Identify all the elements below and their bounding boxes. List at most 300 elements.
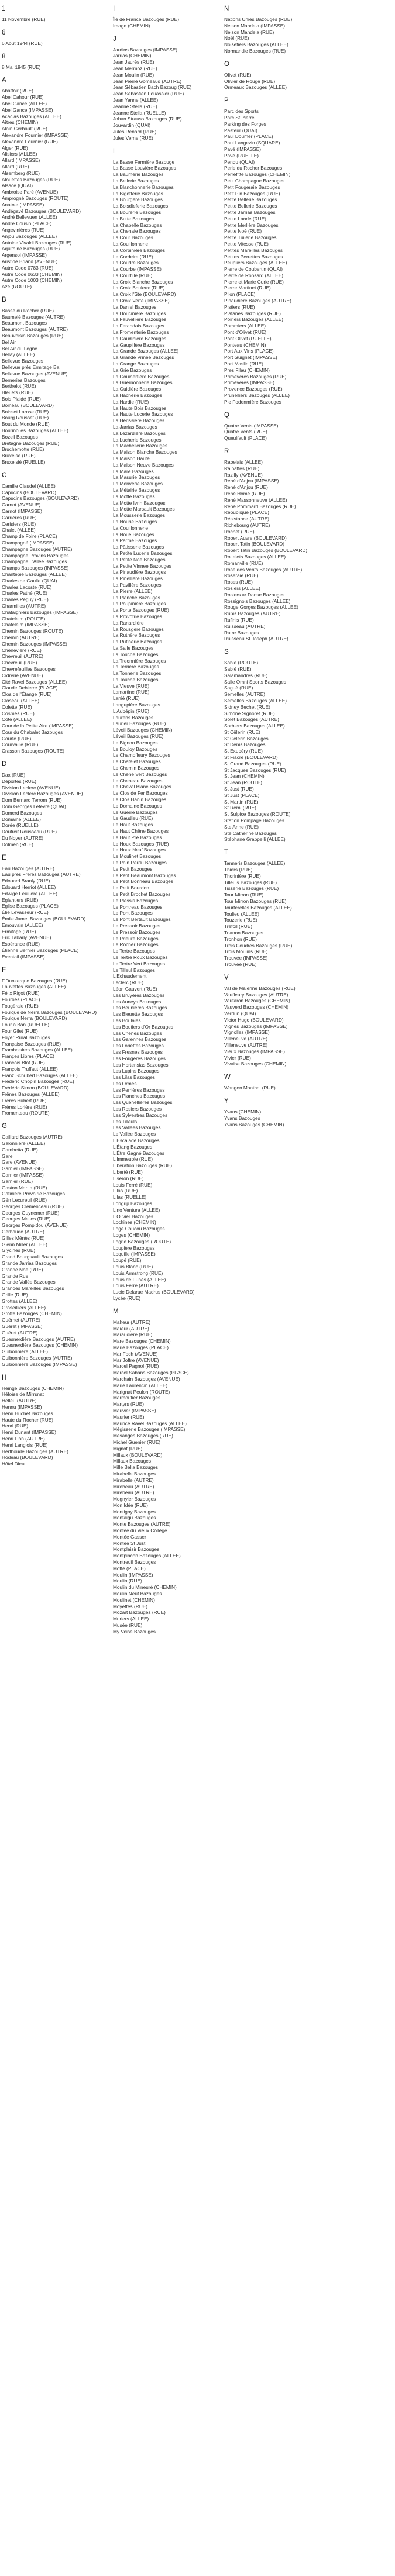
street-entry: St Sulpice Bazouges (ROUTE) <box>224 811 291 818</box>
street-entry: Ruisseau (AUTRE) <box>224 623 266 629</box>
street-entry: Glenn Miller (ALLEE) <box>2 1241 47 1247</box>
letter-section <box>2 1122 111 1367</box>
street-entry: Cosmes (RUE) <box>2 710 35 716</box>
street-entry: Bretagne Bazouges (RUE) <box>2 440 60 446</box>
street-entry: Garnier (IMPASSE) <box>2 1171 44 1178</box>
street-entry: Les Vallées Bazouges <box>113 1125 161 1131</box>
street-entry: Grande Vallée Bazouges <box>2 1279 56 1285</box>
street-entry: Carnot (AVENUE) <box>2 502 41 508</box>
street-entry: Les Quenellières Bazouges <box>113 1099 173 1106</box>
street-entry: Crasson Bazouges (ROUTE) <box>2 748 64 754</box>
street-entry: Courte (RUE) <box>2 735 32 742</box>
letter-section <box>113 5 222 29</box>
street-entry: Aquitaine Bazouges (RUE) <box>2 246 60 252</box>
street-entry: Laurens Bazouges <box>113 714 154 720</box>
street-entry: Provence Bazouges (RUE) <box>224 386 283 392</box>
street-entry: Le Cheneau Bazouges <box>113 777 163 784</box>
street-entry: Espérance (RUE) <box>2 941 40 947</box>
section-letter: J <box>113 35 116 43</box>
street-entry: Vaufleury Bazouges (AUTRE) <box>224 991 288 998</box>
street-entry: L'Echaudement <box>113 973 147 980</box>
street-entry: La Gouinertière Bazouges <box>113 373 170 380</box>
street-entry: Bout du Monde (RUE) <box>2 421 50 427</box>
street-entry: Louis Armstrong (RUE) <box>113 1270 163 1276</box>
street-entry: La Motte Ivrin Bazouges <box>113 499 166 506</box>
street-entry: Charmilles (AUTRE) <box>2 602 46 609</box>
street-entry: Charles Lacoste (RUE) <box>2 584 52 590</box>
street-entry: Nelson Mandela (RUE) <box>224 29 274 35</box>
street-entry: Glycines (RUE) <box>2 1247 36 1254</box>
street-entry: St Célerin Bazouges <box>224 735 269 742</box>
street-entry: Mirabelle Bazouges <box>113 1470 156 1477</box>
street-entry: Dolmen (RUE) <box>2 841 33 847</box>
street-entry: Marie Laurencin (ALLEE) <box>113 1382 168 1388</box>
street-entry: La Hacherie Bazouges <box>113 392 162 399</box>
street-entry: Petite Tuilerie Bazouges <box>224 235 277 241</box>
street-entry: Rochet (RUE) <box>224 528 255 534</box>
street-entry: La Blanchonnerie Bazouges <box>113 184 174 190</box>
letter-section <box>2 760 111 848</box>
street-entry: Le Pont Bertault Bazouges <box>113 916 171 923</box>
street-entry: Jean Pierre Gomeaud (AUTRE) <box>113 78 182 84</box>
street-entry: Grande Jarrias Bazouges <box>2 1260 57 1267</box>
street-entry: Edouard Herriot (ALLEE) <box>2 884 56 891</box>
street-entry: Bruxeise (RUE) <box>2 453 36 459</box>
street-entry: Beauvoisin Bazouges (RUE) <box>2 333 64 339</box>
street-entry: Allard (RUE) <box>2 163 29 170</box>
street-entry: Alisiers (ALLEE) <box>2 151 37 157</box>
street-entry: Léveil Bazouges (CHEMIN) <box>113 727 173 733</box>
street-entry: La Bigotterie Bazouges <box>113 190 163 196</box>
street-entry: Jean Yanne (ALLEE) <box>113 96 159 103</box>
street-entry: Petit Fougeraie Bazouges <box>224 184 280 190</box>
letter-section <box>224 1097 395 1127</box>
street-entry: Vauverd Bazouges (CHEMIN) <box>224 1004 289 1011</box>
street-entry: Grille (RUE) <box>2 1292 28 1298</box>
letter-section <box>2 53 111 71</box>
street-entry: Petite Jarrias Bazouges <box>224 209 276 215</box>
street-entry: Montée Gasser <box>113 1533 146 1540</box>
street-entry: Antoine Vivaldi Bazouges (RUE) <box>2 239 72 246</box>
street-entry: Andégavé Bazouges (BOULEVARD) <box>2 208 81 214</box>
street-entry: Langupière Bazouges <box>113 702 160 708</box>
street-entry: Chênevière (RUE) <box>2 647 42 653</box>
street-entry: Olivier de Rouge (RUE) <box>224 78 276 84</box>
section-letter: M <box>113 1308 119 1315</box>
street-entry: Jouvardin (QUAI) <box>113 122 151 129</box>
street-entry: La Pinaudière Bazouges <box>113 569 166 575</box>
street-entry: Primevères (IMPASSE) <box>224 380 275 386</box>
street-entry: Edouard Branly (RUE) <box>2 878 50 884</box>
street-entry: Noël (RUE) <box>224 35 249 42</box>
street-entry: La Courtille (RUE) <box>113 272 153 278</box>
street-entry: Champagne Bazouges (AUTRE) <box>2 546 73 552</box>
street-entry: Bleuets (RUE) <box>2 389 33 396</box>
street-entry: Haute du Rocher (RUE) <box>2 1416 54 1423</box>
street-entry: Carnot (IMPASSE) <box>2 508 43 514</box>
street-entry: Pistiers (RUE) <box>224 304 255 310</box>
street-entry: Mirebeau (AUTRE) <box>113 1483 154 1489</box>
street-entry: Côte (ALLEE) <box>2 716 32 723</box>
street-entry: Moulin (RUE) <box>113 1578 142 1584</box>
street-entry: Le Tertre Vert Bazouges <box>113 960 165 967</box>
street-entry: Nelson Mandela (IMPASSE) <box>224 22 286 29</box>
street-entry: Yvans Bazouges <box>224 1115 260 1121</box>
street-entry: Le Tertre Roux Bazouges <box>113 954 168 960</box>
street-entry: St Rémi (RUE) <box>224 805 256 811</box>
street-entry: Le Gaudieu (RUE) <box>113 815 153 822</box>
street-entry: La Doucinière Bazouges <box>113 310 166 316</box>
street-entry: Camille Claudel (ALLEE) <box>2 482 56 489</box>
street-entry: Petite Bellerie Bazouges <box>224 196 277 203</box>
street-entry: Eau près Freres Bazouges (AUTRE) <box>2 871 81 878</box>
street-entry: Les Lupins Bazouges <box>113 1068 160 1074</box>
street-entry: Fourbes (PLACE) <box>2 996 40 1002</box>
street-entry: Moulin (IMPASSE) <box>113 1571 153 1578</box>
street-entry: Charles Peguy (RUE) <box>2 596 49 603</box>
street-entry: La Croix Bouleux (RUE) <box>113 285 165 291</box>
street-entry: Parking des Forges <box>224 120 266 127</box>
street-entry: Garnier (IMPASSE) <box>2 1165 44 1172</box>
street-entry: La Pinellière Bazouges <box>113 575 163 582</box>
street-entry: Montreuil Bazouges <box>113 1559 156 1565</box>
letter-section <box>224 411 395 442</box>
street-entry: Trefoil (RUE) <box>224 923 253 930</box>
street-entry: Alain Gerbault (RUE) <box>2 126 47 132</box>
street-entry: La Fauvellière Bazouges <box>113 316 167 323</box>
letter-section <box>224 447 395 642</box>
street-entry: Tronhon (RUE) <box>224 936 257 942</box>
street-entry: Trianon Bazouges <box>224 930 264 936</box>
letter-section <box>2 76 111 290</box>
street-entry: Jean Mermoz (RUE) <box>113 65 157 71</box>
street-entry: Alsace (QUAI) <box>2 182 33 189</box>
street-entry: Les Loriettes Bazouges <box>113 1043 164 1049</box>
street-entry: Mégisserie Bazouges (IMPASSE) <box>113 1426 186 1433</box>
street-entry: Gare (AVENUE) <box>2 1159 37 1165</box>
street-entry: Abel Gance (IMPASSE) <box>2 106 53 113</box>
street-entry: Thiers (RUE) <box>224 867 253 873</box>
street-entry: Courvaille (RUE) <box>2 742 39 748</box>
street-entry: Marie Bazouges (PLACE) <box>113 1344 169 1350</box>
street-entry: Les Ormes <box>113 1080 137 1087</box>
street-entry: Hôtel Dieu <box>2 1461 25 1467</box>
street-entry: Les Hortensias Bazouges <box>113 1061 169 1068</box>
street-entry: Pont Olivet (RUELLE) <box>224 335 272 342</box>
letter-section <box>2 471 111 754</box>
section-letter: V <box>224 974 229 981</box>
street-entry: La Petite Vinnee Bazouges <box>113 563 171 569</box>
street-entry: Yvans (CHEMIN) <box>224 1108 262 1115</box>
street-entry: Gerbaude (AUTRE) <box>2 1229 44 1235</box>
letter-section <box>224 974 395 1067</box>
street-entry: Port Maslin (RUE) <box>224 361 263 367</box>
street-entry: Maraudière (RUE) <box>113 1332 153 1338</box>
street-entry: Millaux (BOULEVARD) <box>113 1451 163 1458</box>
street-entry: La Bourerie Bazouges <box>113 209 162 215</box>
street-entry: Montigny Bazouges <box>113 1508 156 1515</box>
street-entry: Tour Mirron (RUE) <box>224 892 264 898</box>
street-entry: Logriè Bazouges (ROUTE) <box>113 1238 171 1244</box>
street-entry: Pasteur (QUAI) <box>224 127 257 133</box>
street-entry: La Grande Vrinée Bazouges <box>113 354 174 361</box>
street-entry: St Jacques Bazouges (RUE) <box>224 767 286 773</box>
street-entry: Étienne Bernier Bazouges (PLACE) <box>2 947 79 953</box>
section-letter: W <box>224 1074 231 1081</box>
street-entry: Déportés (RUE) <box>2 778 37 784</box>
street-entry: Les Auneys Bazouges <box>113 998 162 1005</box>
street-entry: Montplaisir Bazouges <box>113 1546 160 1553</box>
street-entry: La Guidière Bazouges <box>113 386 162 392</box>
street-entry: Grotte Bazouges (CHEMIN) <box>2 1311 62 1317</box>
street-entry: Touzerie (RUE) <box>224 917 257 923</box>
street-entry: Le Chêne Vert Bazouges <box>113 771 167 777</box>
street-entry: Maurier (RUE) <box>113 1413 145 1420</box>
street-entry: Image (CHEMIN) <box>113 22 150 29</box>
street-entry: Maurice Ravel Bazouges (ALLEE) <box>113 1420 187 1426</box>
street-entry: Église Bazouges (PLACE) <box>2 903 59 909</box>
street-entry: La Hardie (RUE) <box>113 398 149 405</box>
street-entry: La Guernonnerie Bazouges <box>113 380 173 386</box>
street-entry: Laurier Bazouges (RUE) <box>113 720 166 727</box>
street-entry: Charles de Gaulle (QUAI) <box>2 577 57 584</box>
street-entry: Pont d'Olivet (RUE) <box>224 329 267 336</box>
street-entry: Jean Sébastien Bach Bazoug (RUE) <box>113 84 192 91</box>
street-entry: Pierre Martinet (RUE) <box>224 285 271 291</box>
street-entry: Ste Anne (RUE) <box>224 823 259 830</box>
street-entry: Liseron (RUE) <box>113 1175 144 1181</box>
street-entry: Robert Tatin Bazouges (BOULEVARD) <box>224 547 308 554</box>
street-entry: Cidrerie (AVENUE) <box>2 672 43 678</box>
street-entry: Mille Bella Bazouges <box>113 1464 159 1471</box>
street-entry: Yvans Bazouges (CHEMIN) <box>224 1121 284 1127</box>
street-entry: La Maison Neuve Bazouges <box>113 461 174 468</box>
street-entry: Domaine (ALLEE) <box>2 816 41 822</box>
street-entry: Robert Auvre (BOULEVARD) <box>224 534 287 541</box>
street-entry: Lochines (CHEMIN) <box>113 1219 156 1226</box>
street-entry: St Jean (ROUTE) <box>224 780 263 786</box>
street-entry: Petite Noé (RUE) <box>224 228 262 235</box>
street-entry: Rutre Bazouges <box>224 629 259 636</box>
street-entry: Toulieu (ALLEE) <box>224 911 259 917</box>
street-entry: Quatre Vents (IMPASSE) <box>224 422 279 429</box>
street-entry: Perle du Rocher Bazouges <box>224 165 283 171</box>
street-entry: Rouge Gorges Bazouges (ALLEE) <box>224 604 298 611</box>
section-letter: Q <box>224 411 229 419</box>
street-entry: Trouvée (IMPASSE) <box>224 955 268 961</box>
street-entry: La Touche Bazouges <box>113 676 159 682</box>
street-entry: Bourinolles Bazouges (ALLEE) <box>2 427 68 434</box>
street-entry: La Salle Bazouges <box>113 644 154 651</box>
street-entry: Les Planches Bazouges <box>113 1093 166 1099</box>
street-entry: Berneries Bazouges <box>2 377 46 383</box>
street-entry: L'Aubépin (RUE) <box>113 708 149 714</box>
street-entry: Fauvettes Bazouges (ALLEE) <box>2 984 66 990</box>
street-entry: Solet Bazouges (AUTRE) <box>224 716 280 723</box>
street-entry: Victor Hugo (BOULEVARD) <box>224 1016 284 1023</box>
street-entry: Marmoutier Bazouges <box>113 1395 161 1401</box>
section-letter: F <box>2 966 6 974</box>
street-entry: Marcel Sabans Bazouges (PLACE) <box>113 1370 189 1376</box>
street-entry: Dax (RUE) <box>2 772 26 778</box>
street-entry: Eventail (IMPASSE) <box>2 953 45 960</box>
street-entry: Poiriers Bazouges (ALLEE) <box>224 316 283 323</box>
street-entry: Le Haut Chêne Bazouges <box>113 828 169 834</box>
street-entry: Le Pressoir Bazouges <box>113 922 161 929</box>
street-entry: Sablé (RUE) <box>224 665 252 672</box>
street-entry: La Treonnière Bazouges <box>113 657 166 664</box>
street-entry: St Just (RUE) <box>224 786 254 792</box>
street-entry: Grande Rue <box>2 1273 29 1279</box>
street-entry: Amprogné Bazouges (ROUTE) <box>2 195 69 201</box>
street-entry: La Hérissière Bazouges <box>113 418 165 424</box>
street-entry: Chemin Bazouges (ROUTE) <box>2 628 63 634</box>
street-entry: Capucins Bazouges (BOULEVARD) <box>2 495 80 502</box>
street-entry: La Terrière Bazouges <box>113 664 159 670</box>
street-entry: Francois Blot (RUE) <box>2 1059 45 1065</box>
street-entry: Montée St Just <box>113 1540 146 1546</box>
street-entry: Lycée (RUE) <box>113 1295 141 1301</box>
street-entry: Angevinières (RUE) <box>2 226 45 233</box>
street-entry: Petite Merlière Bazouges <box>224 222 279 228</box>
street-entry: Guéret (IMPASSE) <box>2 1323 43 1330</box>
street-entry: Queulfault (PLACE) <box>224 435 267 442</box>
street-entry: Jules Renard (RUE) <box>113 128 157 135</box>
street-entry: Vieux Bazouges (IMPASSE) <box>224 1048 285 1054</box>
street-entry: Louis Ferré (RUE) <box>113 1181 153 1188</box>
street-entry: La Grange Bazouges <box>113 361 159 367</box>
street-entry: La Couillonnerie <box>113 240 148 247</box>
street-entry: Michel Guenier (RUE) <box>113 1439 161 1445</box>
street-entry: Alger (RUE) <box>2 144 28 151</box>
section-letter: G <box>2 1123 7 1130</box>
street-entry: La Fromenterie Bazouges <box>113 329 169 336</box>
street-entry: Ruisseau St Joseph (AUTRE) <box>224 636 288 642</box>
street-entry: Four Gilet (RUE) <box>2 1027 38 1034</box>
street-entry: Les Tilleuls <box>113 1118 138 1125</box>
street-entry: Les Garennes Bazouges <box>113 1036 167 1043</box>
street-entry: Boineau (BOULEVARD) <box>2 402 54 408</box>
street-entry: Rosiers ar Danse Bazouges <box>224 591 285 598</box>
street-entry: Jean Jaurès (RUE) <box>113 59 154 65</box>
street-entry: Le Champfleury Bazouges <box>113 752 170 758</box>
section-letter: I <box>113 5 115 12</box>
letter-section <box>224 1073 395 1091</box>
street-entry: Claude Debierre (PLACE) <box>2 685 58 691</box>
street-entry: Trois Coudres Bazouges (RUE) <box>224 942 293 949</box>
street-entry: Colette (RUE) <box>2 704 32 710</box>
street-entry: Châtaigniers Bazouges (IMPASSE) <box>2 609 78 615</box>
street-entry: Capucins (BOULEVARD) <box>2 489 56 495</box>
street-entry: Verdun (QUAI) <box>224 1010 256 1016</box>
letter-section <box>113 147 222 1302</box>
street-entry: Charles Pathé (RUE) <box>2 590 47 596</box>
street-entry: Port Guignet (IMPASSE) <box>224 354 277 361</box>
street-entry: Petite Lande (RUE) <box>224 215 266 222</box>
street-entry: Jeanne Stella (RUE) <box>113 103 157 109</box>
street-entry: La Masurie Bazouges <box>113 474 160 481</box>
street-entry: La Cour Bazouges <box>113 235 153 241</box>
street-entry: Chateleim (IMPASSE) <box>2 622 50 628</box>
street-entry: Le Petit Bourdon <box>113 885 149 891</box>
street-entry: Paul Langevin (SQUARE) <box>224 140 280 146</box>
street-entry: Platanes Bazouges (RUE) <box>224 310 281 316</box>
street-entry: La Jarrias Bazouges <box>113 424 157 430</box>
street-entry: Mare Bazouges (CHEMIN) <box>113 1338 171 1344</box>
section-letter: N <box>224 5 229 12</box>
street-entry: Marcel Pagnol (RUE) <box>113 1363 159 1370</box>
street-entry: Champs Bazouges (IMPASSE) <box>2 565 69 571</box>
street-entry: Petite Vitesse (RUE) <box>224 240 269 247</box>
street-entry: La Mériverie Bazouges <box>113 481 163 487</box>
street-entry: Closeau (ALLEE) <box>2 697 40 704</box>
street-entry: Lilas (RUELLE) <box>113 1194 147 1201</box>
street-entry: Pavé (IMPASSE) <box>224 146 262 152</box>
street-entry: Mirebeau (AUTRE) <box>113 1489 154 1496</box>
section-letter: P <box>224 97 229 105</box>
street-entry: St Jean (CHEMIN) <box>224 773 265 780</box>
street-entry: Gén Lecureuil (RUE) <box>2 1197 47 1203</box>
street-entry: Anatole (IMPASSE) <box>2 201 44 208</box>
street-entry: Les Rosiers Bazouges <box>113 1106 162 1112</box>
street-entry: Alouettes Bazouges (RUE) <box>2 176 60 182</box>
street-entry: Sorbiers Bazouges (ALLEE) <box>224 723 285 729</box>
street-entry: La Croix Verte (IMPASSE) <box>113 298 170 304</box>
street-entry: Lamartine (RUE) <box>113 689 150 695</box>
street-entry: La Petite Lucerie Bazouges <box>113 550 173 556</box>
street-entry: Division Leclerc Bazouges (AVENUE) <box>2 791 83 797</box>
street-entry: Petit Champagne Bazouges <box>224 177 285 184</box>
index-column-1 <box>0 5 111 1635</box>
street-entry: Moulin du Mineuré (CHEMIN) <box>113 1584 177 1591</box>
street-entry: Moyettes (RUE) <box>113 1603 148 1609</box>
street-entry: René d'Anjou (IMPASSE) <box>224 478 279 484</box>
street-entry: Lanié (RUE) <box>113 695 140 702</box>
street-entry: Résistance (AUTRE) <box>224 516 269 522</box>
street-entry: Rose des Vents Bazouges (AUTRE) <box>224 566 303 573</box>
street-entry: Abel Gance (ALLEE) <box>2 100 47 106</box>
street-entry: Tilleuls Bazouges (RUE) <box>224 879 277 885</box>
street-entry: La Butte Bazouges <box>113 215 154 222</box>
street-entry: Allard (IMPASSE) <box>2 157 40 164</box>
street-entry: Herthoude Bazouges (AUTRE) <box>2 1448 68 1454</box>
street-entry: La Pâtisserie Bazouges <box>113 544 164 550</box>
street-entry: La Noue Bazouges <box>113 531 154 537</box>
street-entry: Rainaffes (RUE) <box>224 465 260 471</box>
street-entry: Basse du Rocher (RUE) <box>2 307 54 313</box>
street-entry: Jarrias (CHEMIN) <box>113 53 152 59</box>
street-entry: Autre Code 0633 (CHEMIN) <box>2 271 63 277</box>
street-entry: Bozell Bazouges <box>2 433 38 440</box>
street-entry: Chateleim (ROUTE) <box>2 615 46 622</box>
street-entry: Bois Plaidé (RUE) <box>2 396 41 402</box>
street-entry: Le Guerre Bazouges <box>113 809 158 815</box>
street-entry: Bel Air <box>2 339 16 345</box>
street-entry: Les Fougères Bazouges <box>113 1055 166 1061</box>
street-entry: Primevères Bazouges (RUE) <box>224 373 287 380</box>
street-entry: Île de France Bazouges (RUE) <box>113 16 179 22</box>
street-entry: Émouvain (ALLEE) <box>2 922 43 928</box>
street-entry: La Pierre (ALLEE) <box>113 588 153 594</box>
street-entry: Aristide Briand (AVENUE) <box>2 258 58 264</box>
street-entry: Chevreuil (RUE) <box>2 660 37 666</box>
street-entry: Grandes Mareilles Bazouges <box>2 1285 64 1292</box>
street-entry: La Motte Bazouges <box>113 493 155 499</box>
letter-section <box>224 60 395 91</box>
street-entry: Hodeau (BOULEVARD) <box>2 1454 53 1461</box>
street-entry: Razilly (AVENUE) <box>224 471 263 478</box>
street-entry: Le Tertre Bazouges <box>113 948 155 954</box>
